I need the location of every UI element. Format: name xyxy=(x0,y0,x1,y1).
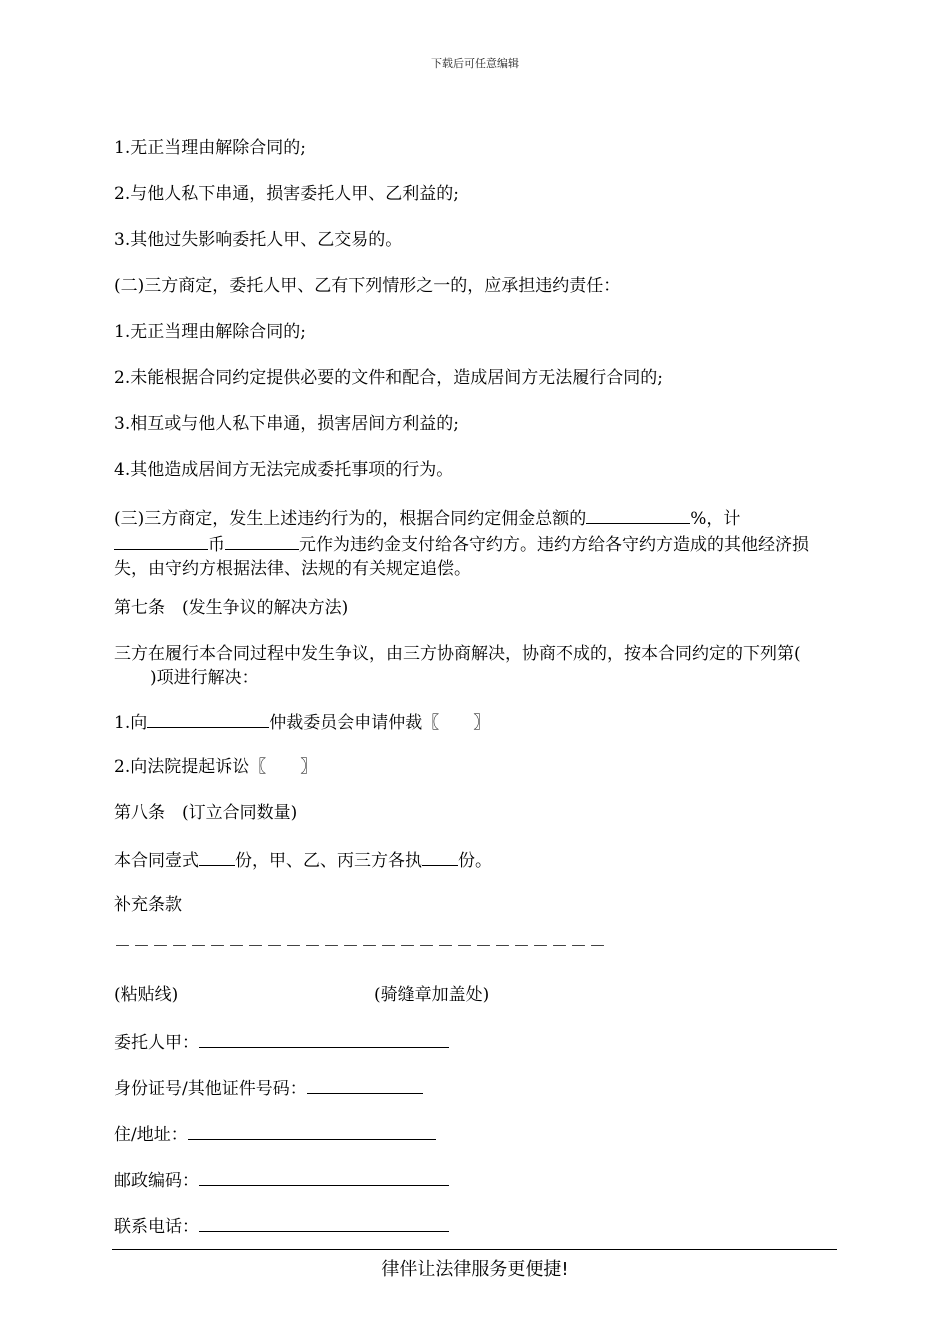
clause-line: 1.无正当理由解除合同的; xyxy=(114,138,306,158)
clause-line: 3.其他过失影响委托人甲、乙交易的。 xyxy=(114,230,403,250)
party-a-field xyxy=(114,1029,449,1055)
arbitration-committee-blank[interactable] xyxy=(147,709,269,728)
article-7-text-a: 三方在履行本合同过程中发生争议，由三方协商解决，协商不成的，按本合同约定的下列第( xyxy=(114,644,801,664)
penalty-text-c: 币 xyxy=(208,535,225,555)
article-7-title: 第七条 (发生争议的解决方法) xyxy=(114,598,349,618)
total-copies-blank[interactable] xyxy=(199,847,235,866)
phone-label: 联系电话： xyxy=(114,1217,199,1237)
id-number-field xyxy=(114,1075,423,1101)
postal-code-field xyxy=(114,1167,449,1193)
litigation-option: 2.向法院提起诉讼〖 〗 xyxy=(114,757,318,777)
header-note: 下载后可任意编辑 xyxy=(431,57,519,70)
party-a-label: 委托人甲： xyxy=(114,1033,199,1053)
arbitration-text-a: 1.向 xyxy=(114,713,148,733)
copies-text-b: 份，甲、乙、丙三方各执 xyxy=(235,851,422,871)
footer-slogan: 律伴让法律服务更便捷! xyxy=(381,1259,569,1280)
penalty-text-d: 元作为违约金支付给各守约方。违约方给各守约方造成的其他经济损失，由守约方根据法律、法规的有关规定追偿。 xyxy=(114,535,809,579)
paste-line-label: (粘贴线) xyxy=(114,985,179,1005)
penalty-text-b: %，计 xyxy=(690,509,741,529)
supplement-title: 补充条款 xyxy=(114,895,182,915)
clause-line: 1.无正当理由解除合同的; xyxy=(114,322,306,342)
each-copies-blank[interactable] xyxy=(422,847,458,866)
postal-code-blank[interactable] xyxy=(199,1167,449,1186)
article-7-body xyxy=(114,642,836,690)
id-number-label: 身份证号/其他证件号码： xyxy=(114,1079,307,1099)
copies-text-c: 份。 xyxy=(458,851,492,871)
address-blank[interactable] xyxy=(188,1121,436,1140)
seal-note: (骑缝章加盖处) xyxy=(374,985,490,1005)
clause-line: 2.与他人私下串通，损害委托人甲、乙利益的; xyxy=(114,184,459,204)
arbitration-option xyxy=(114,709,490,735)
address-field xyxy=(114,1121,436,1147)
address-label: 住/地址： xyxy=(114,1125,188,1145)
copies-line xyxy=(114,847,492,873)
percent-blank[interactable] xyxy=(586,505,690,524)
copies-text-a: 本合同壹式 xyxy=(114,851,199,871)
dashed-separator: －－－－－－－－－－－－－－－－－－－－－－－－－－ xyxy=(114,937,608,957)
amount-blank[interactable] xyxy=(225,531,299,550)
clause-line: 4.其他造成居间方无法完成委托事项的行为。 xyxy=(114,460,454,480)
penalty-paragraph xyxy=(114,505,836,581)
id-number-blank[interactable] xyxy=(307,1075,423,1094)
footer-divider xyxy=(112,1249,837,1250)
clause-line: 2.未能根据合同约定提供必要的文件和配合，造成居间方无法履行合同的; xyxy=(114,368,663,388)
arbitration-text-b: 仲裁委员会申请仲裁〖 〗 xyxy=(269,713,491,733)
clause-line: (二)三方商定，委托人甲、乙有下列情形之一的，应承担违约责任： xyxy=(114,276,621,296)
penalty-text-a: (三)三方商定，发生上述违约行为的，根据合同约定佣金总额的 xyxy=(114,509,587,529)
phone-field xyxy=(114,1213,449,1239)
phone-blank[interactable] xyxy=(199,1213,449,1232)
clause-line: 3.相互或与他人私下串通，损害居间方利益的; xyxy=(114,414,459,434)
currency-blank[interactable] xyxy=(114,531,208,550)
postal-code-label: 邮政编码： xyxy=(114,1171,199,1191)
article-7-text-b: )项进行解决： xyxy=(150,668,259,688)
article-8-title: 第八条 (订立合同数量) xyxy=(114,803,298,823)
party-a-blank[interactable] xyxy=(199,1029,449,1048)
